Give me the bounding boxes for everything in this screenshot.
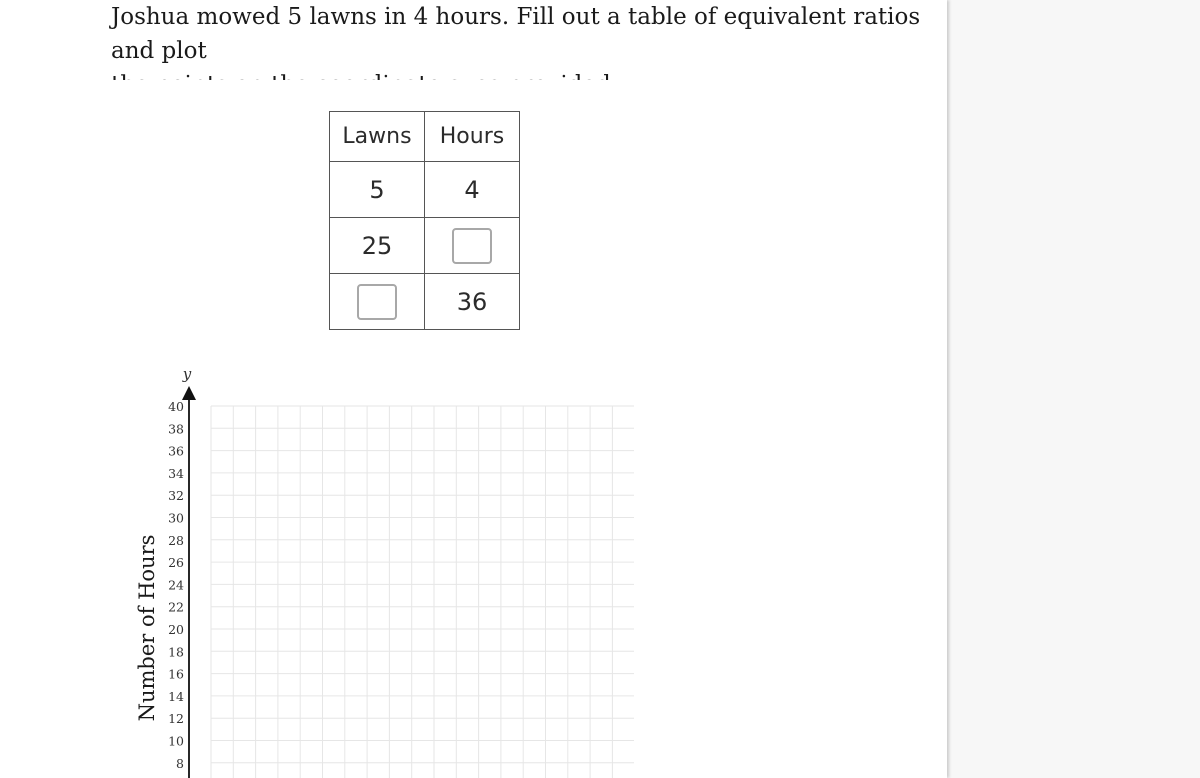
ratio-table bbox=[329, 111, 520, 330]
y-tick-label: 8 bbox=[176, 755, 184, 771]
grid bbox=[211, 406, 634, 778]
y-tick-label: 38 bbox=[168, 421, 184, 437]
hours-answer-input[interactable] bbox=[454, 230, 490, 262]
y-tick-label: 40 bbox=[168, 399, 184, 414]
y-axis-variable: y bbox=[182, 365, 192, 383]
y-tick-label: 24 bbox=[168, 577, 184, 593]
y-tick-label: 12 bbox=[168, 711, 184, 727]
y-tick-label: 32 bbox=[168, 488, 184, 504]
header-hours: Hours bbox=[425, 112, 520, 162]
table-header-row bbox=[330, 112, 520, 162]
cell-hours: 36 bbox=[425, 274, 520, 330]
cell-lawns: 5 bbox=[330, 162, 425, 218]
y-tick-label: 34 bbox=[168, 465, 184, 481]
y-tick-label: 36 bbox=[168, 443, 184, 459]
table-row bbox=[330, 162, 520, 218]
hours-answer-box[interactable] bbox=[452, 228, 492, 264]
lawns-answer-input[interactable] bbox=[359, 286, 395, 318]
y-tick-label: 14 bbox=[168, 688, 184, 704]
header-lawns: Lawns bbox=[330, 112, 425, 162]
cell-lawns: 25 bbox=[330, 218, 425, 274]
y-tick-label: 18 bbox=[168, 644, 184, 660]
y-tick-label: 28 bbox=[168, 532, 184, 548]
table-row bbox=[330, 274, 520, 330]
prompt-line-1: Joshua mowed 5 lawns in 4 hours. Fill out a table of equivalent ratios and plot bbox=[111, 4, 921, 64]
table-row bbox=[330, 218, 520, 274]
cell-hours: 4 bbox=[425, 162, 520, 218]
y-tick-label: 30 bbox=[168, 510, 184, 526]
lawns-answer-box[interactable] bbox=[357, 284, 397, 320]
y-tick-label: 16 bbox=[168, 666, 184, 682]
y-tick-label: 20 bbox=[168, 622, 184, 637]
y-tick-label: 22 bbox=[168, 599, 184, 615]
cell-lawns-answer bbox=[330, 274, 425, 330]
y-axis-arrow-icon bbox=[182, 386, 196, 400]
y-tick-label: 10 bbox=[168, 733, 184, 749]
y-axis-title: Number of Hours bbox=[135, 534, 159, 722]
y-tick-label: 26 bbox=[168, 555, 184, 571]
y-tick-labels bbox=[168, 399, 184, 771]
cell-hours-answer bbox=[425, 218, 520, 274]
